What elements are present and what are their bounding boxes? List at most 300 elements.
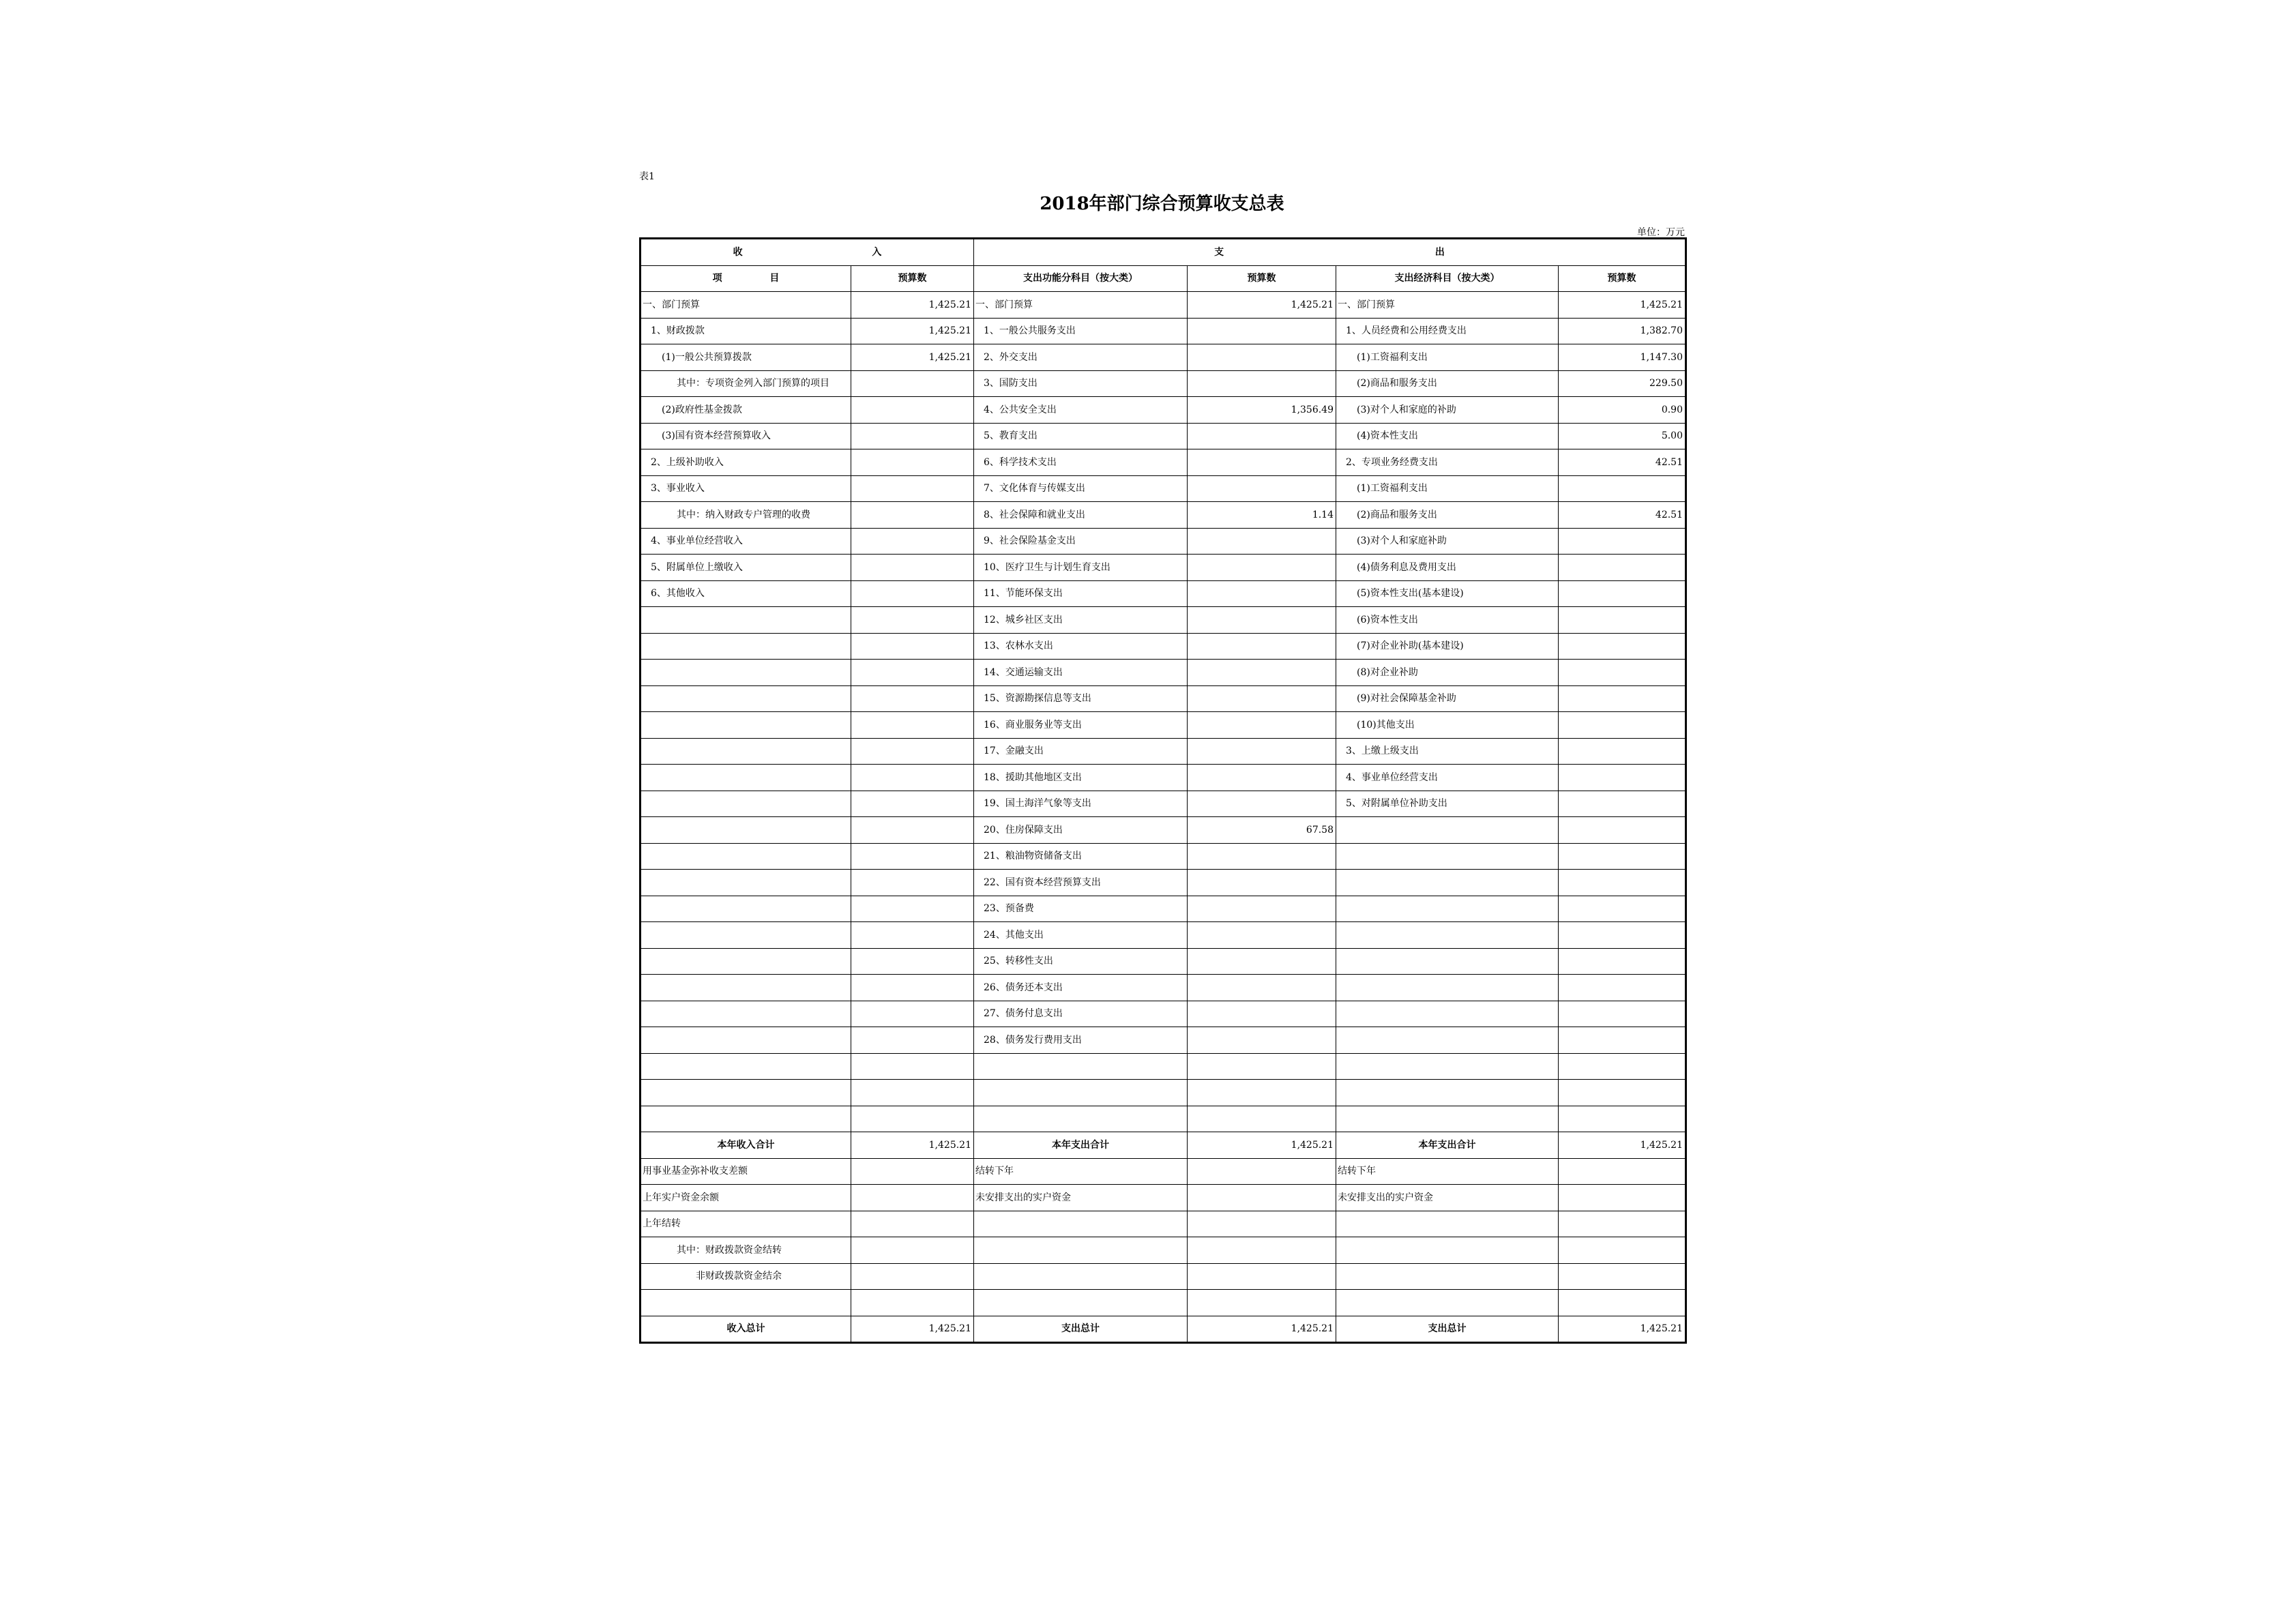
- function-budget-cell: [1188, 1158, 1336, 1185]
- income-item-cell: 一、部门预算: [641, 292, 851, 319]
- economic-budget-cell: [1559, 1290, 1686, 1316]
- function-budget-cell: [1188, 922, 1336, 949]
- function-item-cell: 未安排支出的实户资金: [974, 1185, 1188, 1211]
- income-budget-cell: 1,425.21: [851, 1132, 974, 1159]
- table-number: 表1: [639, 171, 655, 182]
- income-item-cell: [641, 1001, 851, 1027]
- income-budget-cell: [851, 475, 974, 502]
- economic-budget-cell: [1559, 1027, 1686, 1054]
- income-budget-cell: [851, 843, 974, 870]
- table-row: [641, 948, 1686, 975]
- column-header-row: [641, 265, 1686, 292]
- economic-item-cell: 2、专项业务经费支出: [1336, 449, 1559, 476]
- economic-item-cell: 未安排支出的实户资金: [1336, 1185, 1559, 1211]
- function-budget-cell: [1188, 580, 1336, 607]
- economic-item-cell: (3)对个人和家庭补助: [1336, 528, 1559, 555]
- function-budget-cell: [1188, 948, 1336, 975]
- function-budget-cell: [1188, 318, 1336, 344]
- economic-item-cell: (9)对社会保障基金补助: [1336, 685, 1559, 712]
- function-budget-cell: [1188, 1185, 1336, 1211]
- function-budget-cell: [1188, 975, 1336, 1001]
- table-row: [641, 1316, 1686, 1343]
- table-row: [641, 1263, 1686, 1290]
- function-budget-cell: [1188, 843, 1336, 870]
- income-budget-cell: 1,425.21: [851, 1316, 974, 1343]
- economic-budget-cell: [1559, 1106, 1686, 1132]
- income-item-cell: [641, 791, 851, 817]
- function-item-cell: 24、其他支出: [974, 922, 1188, 949]
- table-row: [641, 292, 1686, 319]
- income-budget-cell: [851, 712, 974, 739]
- economic-item-cell: 结转下年: [1336, 1158, 1559, 1185]
- economic-item-cell: [1336, 948, 1559, 975]
- function-item-cell: 4、公共安全支出: [974, 397, 1188, 424]
- table-row: [641, 685, 1686, 712]
- function-budget-cell: [1188, 765, 1336, 791]
- table-row: [641, 975, 1686, 1001]
- economic-budget-cell: [1559, 685, 1686, 712]
- function-budget-cell: [1188, 1106, 1336, 1132]
- function-item-cell: 10、医疗卫生与计划生育支出: [974, 555, 1188, 581]
- function-budget-cell: [1188, 423, 1336, 449]
- economic-budget-cell: 0.90: [1559, 397, 1686, 424]
- function-budget-cell: [1188, 1290, 1336, 1316]
- table-row: [641, 922, 1686, 949]
- economic-budget-cell: [1559, 1211, 1686, 1237]
- col-header-income-budget: 预算数: [851, 265, 974, 292]
- col-header-func: 支出功能分科目（按大类）: [974, 265, 1188, 292]
- income-budget-cell: [851, 1263, 974, 1290]
- expense-group-header: [974, 239, 1686, 266]
- economic-budget-cell: [1559, 1053, 1686, 1080]
- income-item-cell: [641, 1053, 851, 1080]
- income-budget-cell: [851, 738, 974, 765]
- table-row: [641, 738, 1686, 765]
- function-budget-cell: [1188, 1001, 1336, 1027]
- table-row: [641, 660, 1686, 686]
- income-budget-cell: [851, 1185, 974, 1211]
- function-item-cell: 14、交通运输支出: [974, 660, 1188, 686]
- income-budget-cell: [851, 975, 974, 1001]
- function-budget-cell: 1,425.21: [1188, 1316, 1336, 1343]
- table-row: [641, 1132, 1686, 1159]
- economic-item-cell: 1、人员经费和公用经费支出: [1336, 318, 1559, 344]
- function-budget-cell: [1188, 344, 1336, 371]
- function-item-cell: 1、一般公共服务支出: [974, 318, 1188, 344]
- table-row: [641, 397, 1686, 424]
- function-budget-cell: [1188, 738, 1336, 765]
- table-row: [641, 1290, 1686, 1316]
- economic-budget-cell: [1559, 1158, 1686, 1185]
- income-item-cell: (3)国有资本经营预算收入: [641, 423, 851, 449]
- function-budget-cell: [1188, 449, 1336, 476]
- function-item-cell: [974, 1237, 1188, 1264]
- economic-budget-cell: [1559, 922, 1686, 949]
- function-budget-cell: 1.14: [1188, 502, 1336, 529]
- function-item-cell: 6、科学技术支出: [974, 449, 1188, 476]
- col-item-char-2: 目: [769, 273, 780, 284]
- income-item-cell: 收入总计: [641, 1316, 851, 1343]
- economic-item-cell: [1336, 1211, 1559, 1237]
- economic-budget-cell: [1559, 843, 1686, 870]
- function-budget-cell: [1188, 1263, 1336, 1290]
- function-item-cell: 27、债务付息支出: [974, 1001, 1188, 1027]
- income-item-cell: 本年收入合计: [641, 1132, 851, 1159]
- income-budget-cell: [851, 1290, 974, 1316]
- economic-budget-cell: [1559, 528, 1686, 555]
- function-budget-cell: [1188, 370, 1336, 397]
- economic-budget-cell: [1559, 555, 1686, 581]
- income-budget-cell: 1,425.21: [851, 292, 974, 319]
- economic-budget-cell: 1,147.30: [1559, 344, 1686, 371]
- table-row: [641, 1211, 1686, 1237]
- table-row: [641, 1027, 1686, 1054]
- economic-budget-cell: [1559, 975, 1686, 1001]
- function-item-cell: [974, 1290, 1188, 1316]
- table-row: [641, 475, 1686, 502]
- function-budget-cell: [1188, 660, 1336, 686]
- table-row: [641, 1158, 1686, 1185]
- income-budget-cell: [851, 1211, 974, 1237]
- function-item-cell: 2、外交支出: [974, 344, 1188, 371]
- income-item-cell: [641, 633, 851, 660]
- table-row: [641, 555, 1686, 581]
- income-budget-cell: [851, 817, 974, 844]
- table-row: [641, 607, 1686, 634]
- function-budget-cell: 1,425.21: [1188, 292, 1336, 319]
- function-budget-cell: [1188, 528, 1336, 555]
- income-item-cell: 2、上级补助收入: [641, 449, 851, 476]
- table-row: [641, 344, 1686, 371]
- economic-item-cell: 3、上缴上级支出: [1336, 738, 1559, 765]
- income-budget-cell: [851, 896, 974, 922]
- economic-item-cell: [1336, 1053, 1559, 1080]
- function-item-cell: 8、社会保障和就业支出: [974, 502, 1188, 529]
- income-budget-cell: [851, 1001, 974, 1027]
- function-budget-cell: 67.58: [1188, 817, 1336, 844]
- economic-item-cell: (10)其他支出: [1336, 712, 1559, 739]
- function-item-cell: [974, 1080, 1188, 1106]
- function-item-cell: 支出总计: [974, 1316, 1188, 1343]
- income-budget-cell: [851, 922, 974, 949]
- income-item-cell: 用事业基金弥补收支差额: [641, 1158, 851, 1185]
- economic-budget-cell: 1,425.21: [1559, 1132, 1686, 1159]
- economic-item-cell: (4)资本性支出: [1336, 423, 1559, 449]
- function-item-cell: 9、社会保险基金支出: [974, 528, 1188, 555]
- function-budget-cell: [1188, 1080, 1336, 1106]
- col-header-econ-budget: 预算数: [1559, 265, 1686, 292]
- income-budget-cell: [851, 555, 974, 581]
- income-item-cell: [641, 607, 851, 634]
- function-item-cell: 16、商业服务业等支出: [974, 712, 1188, 739]
- unit-label: 单位：万元: [1637, 227, 1685, 238]
- income-budget-cell: [851, 528, 974, 555]
- income-item-cell: [641, 765, 851, 791]
- economic-budget-cell: 5.00: [1559, 423, 1686, 449]
- income-group-header: [641, 239, 974, 266]
- table-row: [641, 1053, 1686, 1080]
- economic-item-cell: (1)工资福利支出: [1336, 475, 1559, 502]
- economic-budget-cell: [1559, 870, 1686, 896]
- expense-group-char-2: 出: [1434, 246, 1445, 258]
- function-budget-cell: [1188, 555, 1336, 581]
- economic-budget-cell: [1559, 580, 1686, 607]
- income-item-cell: [641, 1106, 851, 1132]
- function-item-cell: 19、国土海洋气象等支出: [974, 791, 1188, 817]
- income-budget-cell: [851, 580, 974, 607]
- function-budget-cell: [1188, 712, 1336, 739]
- economic-item-cell: 支出总计: [1336, 1316, 1559, 1343]
- income-item-cell: [641, 817, 851, 844]
- income-item-cell: [641, 738, 851, 765]
- function-item-cell: 本年支出合计: [974, 1132, 1188, 1159]
- income-item-cell: (2)政府性基金拨款: [641, 397, 851, 424]
- economic-item-cell: [1336, 922, 1559, 949]
- economic-budget-cell: 42.51: [1559, 449, 1686, 476]
- function-item-cell: 13、农林水支出: [974, 633, 1188, 660]
- col-header-econ: 支出经济科目（按大类）: [1336, 265, 1559, 292]
- income-budget-cell: [851, 1027, 974, 1054]
- economic-budget-cell: [1559, 660, 1686, 686]
- economic-item-cell: [1336, 843, 1559, 870]
- economic-budget-cell: 1,382.70: [1559, 318, 1686, 344]
- budget-table: [639, 237, 1687, 1344]
- economic-budget-cell: [1559, 1237, 1686, 1264]
- col-header-func-budget: 预算数: [1188, 265, 1336, 292]
- table-row: [641, 1237, 1686, 1264]
- income-item-cell: [641, 1080, 851, 1106]
- income-item-cell: [641, 870, 851, 896]
- economic-item-cell: (2)商品和服务支出: [1336, 370, 1559, 397]
- function-item-cell: [974, 1263, 1188, 1290]
- function-budget-cell: [1188, 791, 1336, 817]
- income-budget-cell: [851, 660, 974, 686]
- economic-budget-cell: [1559, 948, 1686, 975]
- function-budget-cell: [1188, 1053, 1336, 1080]
- function-item-cell: 20、住房保障支出: [974, 817, 1188, 844]
- income-item-cell: 4、事业单位经营收入: [641, 528, 851, 555]
- function-budget-cell: [1188, 633, 1336, 660]
- income-budget-cell: [851, 502, 974, 529]
- economic-item-cell: [1336, 896, 1559, 922]
- economic-item-cell: 4、事业单位经营支出: [1336, 765, 1559, 791]
- economic-budget-cell: [1559, 1001, 1686, 1027]
- economic-item-cell: 本年支出合计: [1336, 1132, 1559, 1159]
- function-item-cell: [974, 1211, 1188, 1237]
- income-group-char-2: 入: [872, 246, 882, 258]
- expense-group-char-1: 支: [1214, 246, 1224, 258]
- function-budget-cell: [1188, 607, 1336, 634]
- economic-budget-cell: 1,425.21: [1559, 292, 1686, 319]
- function-budget-cell: [1188, 1211, 1336, 1237]
- table-row: [641, 870, 1686, 896]
- function-budget-cell: 1,425.21: [1188, 1132, 1336, 1159]
- function-item-cell: 12、城乡社区支出: [974, 607, 1188, 634]
- function-item-cell: 一、部门预算: [974, 292, 1188, 319]
- economic-item-cell: [1336, 1001, 1559, 1027]
- function-budget-cell: [1188, 896, 1336, 922]
- group-header-row: [641, 239, 1686, 266]
- income-budget-cell: [851, 397, 974, 424]
- income-budget-cell: [851, 449, 974, 476]
- income-budget-cell: [851, 685, 974, 712]
- economic-budget-cell: [1559, 633, 1686, 660]
- income-item-cell: 非财政拨款资金结余: [641, 1263, 851, 1290]
- economic-item-cell: [1336, 817, 1559, 844]
- function-item-cell: 21、粮油物资储备支出: [974, 843, 1188, 870]
- economic-budget-cell: [1559, 1185, 1686, 1211]
- function-item-cell: 23、预备费: [974, 896, 1188, 922]
- income-budget-cell: [851, 791, 974, 817]
- income-item-cell: [641, 975, 851, 1001]
- income-item-cell: [641, 685, 851, 712]
- table-row: [641, 633, 1686, 660]
- economic-item-cell: [1336, 1027, 1559, 1054]
- economic-item-cell: [1336, 1080, 1559, 1106]
- economic-item-cell: [1336, 1237, 1559, 1264]
- table-row: [641, 1001, 1686, 1027]
- income-item-cell: 其中：财政拨款资金结转: [641, 1237, 851, 1264]
- economic-budget-cell: [1559, 896, 1686, 922]
- function-item-cell: 28、债务发行费用支出: [974, 1027, 1188, 1054]
- economic-budget-cell: 229.50: [1559, 370, 1686, 397]
- income-item-cell: 5、附属单位上缴收入: [641, 555, 851, 581]
- income-item-cell: 其中：纳入财政专户管理的收费: [641, 502, 851, 529]
- economic-budget-cell: [1559, 712, 1686, 739]
- col-header-item: [641, 265, 851, 292]
- income-item-cell: 6、其他收入: [641, 580, 851, 607]
- function-item-cell: 18、援助其他地区支出: [974, 765, 1188, 791]
- economic-budget-cell: 1,425.21: [1559, 1316, 1686, 1343]
- income-item-cell: [641, 1290, 851, 1316]
- income-budget-cell: [851, 633, 974, 660]
- function-item-cell: 22、国有资本经营预算支出: [974, 870, 1188, 896]
- income-group-char-1: 收: [733, 246, 743, 258]
- economic-item-cell: [1336, 1263, 1559, 1290]
- economic-budget-cell: [1559, 765, 1686, 791]
- income-budget-cell: [851, 948, 974, 975]
- income-item-cell: [641, 896, 851, 922]
- function-budget-cell: [1188, 685, 1336, 712]
- income-item-cell: [641, 948, 851, 975]
- table-row: [641, 580, 1686, 607]
- table-row: [641, 843, 1686, 870]
- table-row: [641, 423, 1686, 449]
- income-budget-cell: [851, 1106, 974, 1132]
- table-row: [641, 502, 1686, 529]
- economic-item-cell: (2)商品和服务支出: [1336, 502, 1559, 529]
- economic-item-cell: [1336, 975, 1559, 1001]
- function-budget-cell: [1188, 1027, 1336, 1054]
- function-budget-cell: 1,356.49: [1188, 397, 1336, 424]
- economic-budget-cell: [1559, 738, 1686, 765]
- economic-item-cell: (5)资本性支出(基本建设): [1336, 580, 1559, 607]
- income-item-cell: [641, 712, 851, 739]
- economic-item-cell: [1336, 1106, 1559, 1132]
- economic-item-cell: (8)对企业补助: [1336, 660, 1559, 686]
- income-item-cell: [641, 922, 851, 949]
- table-row: [641, 1080, 1686, 1106]
- income-item-cell: 上年结转: [641, 1211, 851, 1237]
- function-item-cell: [974, 1106, 1188, 1132]
- economic-budget-cell: [1559, 607, 1686, 634]
- table-row: [641, 896, 1686, 922]
- function-budget-cell: [1188, 870, 1336, 896]
- function-item-cell: 11、节能环保支出: [974, 580, 1188, 607]
- table-row: [641, 1185, 1686, 1211]
- economic-item-cell: (1)工资福利支出: [1336, 344, 1559, 371]
- function-budget-cell: [1188, 475, 1336, 502]
- income-item-cell: 3、事业收入: [641, 475, 851, 502]
- economic-budget-cell: [1559, 791, 1686, 817]
- function-budget-cell: [1188, 1237, 1336, 1264]
- function-item-cell: 3、国防支出: [974, 370, 1188, 397]
- economic-item-cell: [1336, 1290, 1559, 1316]
- function-item-cell: 结转下年: [974, 1158, 1188, 1185]
- income-item-cell: (1)一般公共预算拨款: [641, 344, 851, 371]
- economic-budget-cell: [1559, 1263, 1686, 1290]
- economic-item-cell: (3)对个人和家庭的补助: [1336, 397, 1559, 424]
- income-budget-cell: [851, 370, 974, 397]
- economic-item-cell: (4)债务利息及费用支出: [1336, 555, 1559, 581]
- table-row: [641, 1106, 1686, 1132]
- income-budget-cell: 1,425.21: [851, 318, 974, 344]
- income-item-cell: 上年实户资金余额: [641, 1185, 851, 1211]
- col-item-char-1: 项: [712, 273, 722, 284]
- income-item-cell: [641, 660, 851, 686]
- income-budget-cell: [851, 1080, 974, 1106]
- function-item-cell: 15、资源勘探信息等支出: [974, 685, 1188, 712]
- income-budget-cell: [851, 1237, 974, 1264]
- economic-item-cell: 5、对附属单位补助支出: [1336, 791, 1559, 817]
- table-row: [641, 791, 1686, 817]
- document-title: 2018年部门综合预算收支总表: [1040, 194, 1284, 214]
- table-row: [641, 765, 1686, 791]
- economic-item-cell: (6)资本性支出: [1336, 607, 1559, 634]
- income-item-cell: 其中：专项资金列入部门预算的项目: [641, 370, 851, 397]
- table-row: [641, 528, 1686, 555]
- income-budget-cell: [851, 765, 974, 791]
- income-budget-cell: 1,425.21: [851, 344, 974, 371]
- economic-item-cell: [1336, 870, 1559, 896]
- income-budget-cell: [851, 1158, 974, 1185]
- income-item-cell: 1、财政拨款: [641, 318, 851, 344]
- income-item-cell: [641, 843, 851, 870]
- income-budget-cell: [851, 423, 974, 449]
- economic-budget-cell: [1559, 1080, 1686, 1106]
- economic-item-cell: (7)对企业补助(基本建设): [1336, 633, 1559, 660]
- table-row: [641, 318, 1686, 344]
- function-item-cell: 5、教育支出: [974, 423, 1188, 449]
- function-item-cell: 17、金融支出: [974, 738, 1188, 765]
- income-item-cell: [641, 1027, 851, 1054]
- income-budget-cell: [851, 870, 974, 896]
- economic-budget-cell: [1559, 475, 1686, 502]
- income-budget-cell: [851, 607, 974, 634]
- table-row: [641, 712, 1686, 739]
- function-item-cell: 26、债务还本支出: [974, 975, 1188, 1001]
- table-row: [641, 817, 1686, 844]
- economic-item-cell: 一、部门预算: [1336, 292, 1559, 319]
- income-budget-cell: [851, 1053, 974, 1080]
- economic-budget-cell: [1559, 817, 1686, 844]
- table-row: [641, 449, 1686, 476]
- function-item-cell: 7、文化体育与传媒支出: [974, 475, 1188, 502]
- table-row: [641, 370, 1686, 397]
- function-item-cell: [974, 1053, 1188, 1080]
- function-item-cell: 25、转移性支出: [974, 948, 1188, 975]
- economic-budget-cell: 42.51: [1559, 502, 1686, 529]
